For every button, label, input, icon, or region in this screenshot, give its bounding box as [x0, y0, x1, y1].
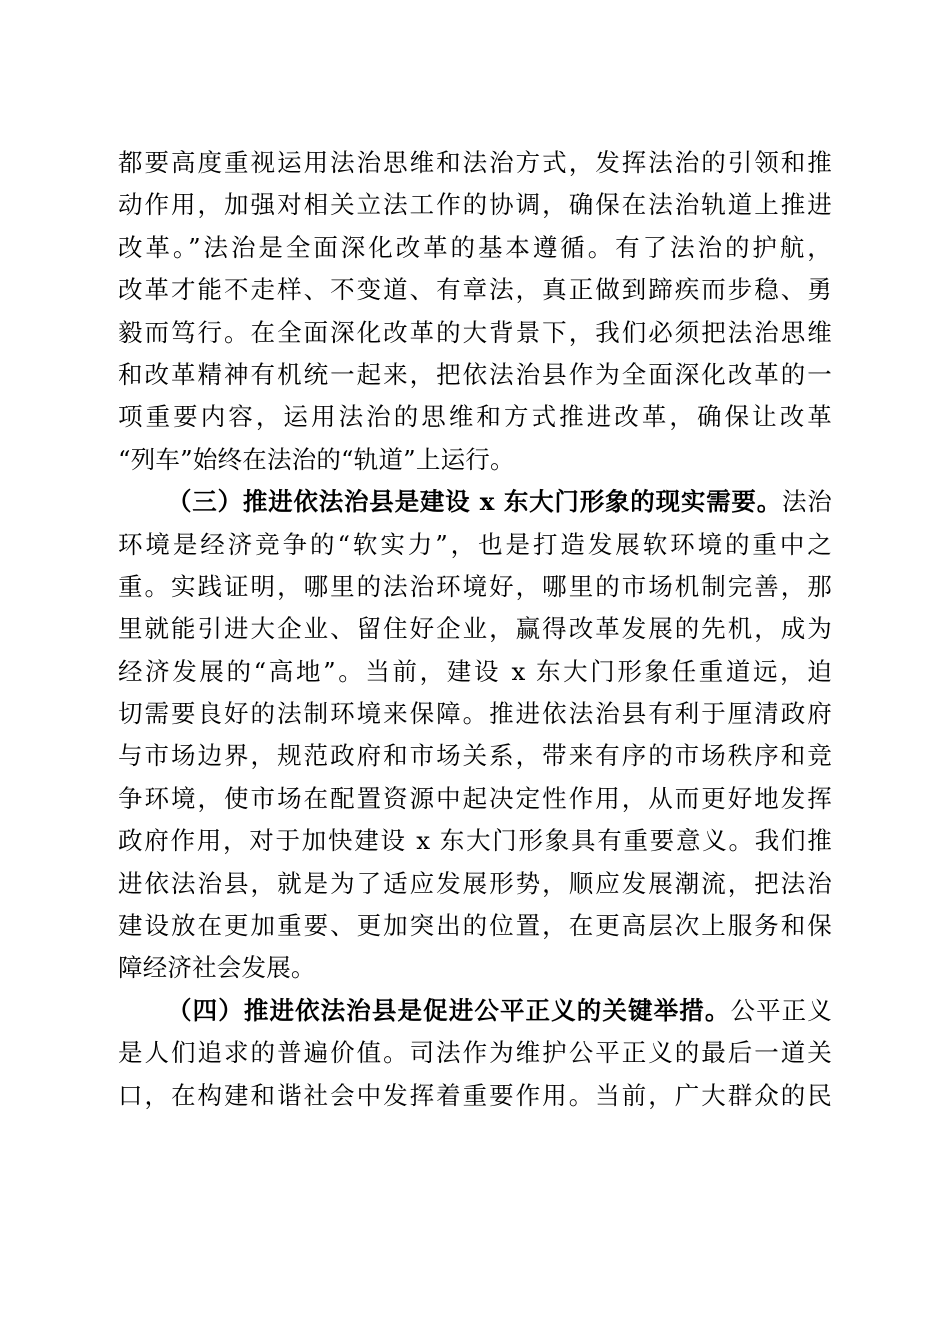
paragraph-first-line	[118, 990, 832, 1032]
section-heading: （四）推进依法治县是促进公平正义的关键举措。	[167, 995, 731, 1025]
section-heading: （三）推进依法治县是建设 x 东大门形象的现实需要。	[167, 487, 782, 517]
paragraph-line: 争环境，使市场在配置资源中起决定性作用，从而更好地发挥	[118, 783, 832, 813]
paragraph-line: 改革。”法治是全面深化改革的基本遵循。有了法治的护航，	[118, 232, 832, 262]
paragraph-line: 障经济社会发展。	[118, 953, 316, 983]
paragraph-line: 和改革精神有机统一起来，把依法治县作为全面深化改革的一	[118, 359, 832, 389]
paragraph-line: 都要高度重视运用法治思维和法治方式，发挥法治的引领和推	[118, 148, 832, 177]
paragraph-line: 经济发展的“高地”。当前，建设 x 东大门形象任重道远，迫	[118, 656, 832, 686]
paragraph-line: 里就能引进大企业、留住好企业，赢得改革发展的先机，成为	[118, 614, 832, 644]
paragraph-line: 进依法治县，就是为了适应发展形势，顺应发展潮流，把法治	[118, 868, 832, 898]
paragraph-line: 是人们追求的普遍价值。司法作为维护公平正义的最后一道关	[118, 1038, 832, 1068]
paragraph-line: 政府作用，对于加快建设 x 东大门形象具有重要意义。我们推	[118, 826, 832, 856]
paragraph-2	[118, 481, 832, 990]
paragraph-line: “列车”始终在法治的“轨道”上运行。	[118, 444, 515, 474]
paragraph-line: 与市场边界，规范政府和市场关系，带来有序的市场秩序和竞	[118, 741, 832, 771]
paragraph-line: 毅而笃行。在全面深化改革的大背景下，我们必须把法治思维	[118, 317, 832, 347]
paragraph-3	[118, 990, 832, 1117]
paragraph-line: 项重要内容，运用法治的思维和方式推进改革，确保让改革	[118, 402, 832, 432]
paragraph-line: 环境是经济竞争的“软实力”，也是打造发展软环境的重中之	[118, 529, 832, 559]
paragraph-text: 法治	[782, 487, 832, 517]
paragraph-text: 公平正义	[730, 995, 832, 1025]
paragraph-1	[118, 142, 832, 481]
paragraph-line: 重。实践证明，哪里的法治环境好，哪里的市场机制完善，那	[118, 571, 832, 601]
paragraph-line: 口，在构建和谐社会中发挥着重要作用。当前，广大群众的民	[118, 1080, 832, 1110]
paragraph-line: 改革才能不走样、不变道、有章法，真正做到蹄疾而步稳、勇	[118, 275, 832, 305]
document-body	[118, 142, 832, 1117]
paragraph-line: 切需要良好的法制环境来保障。推进依法治县有利于厘清政府	[118, 699, 832, 729]
paragraph-line: 动作用，加强对相关立法工作的协调，确保在法治轨道上推进	[118, 190, 832, 220]
paragraph-first-line	[118, 481, 832, 523]
paragraph-line: 建设放在更加重要、更加突出的位置，在更高层次上服务和保	[118, 911, 832, 941]
